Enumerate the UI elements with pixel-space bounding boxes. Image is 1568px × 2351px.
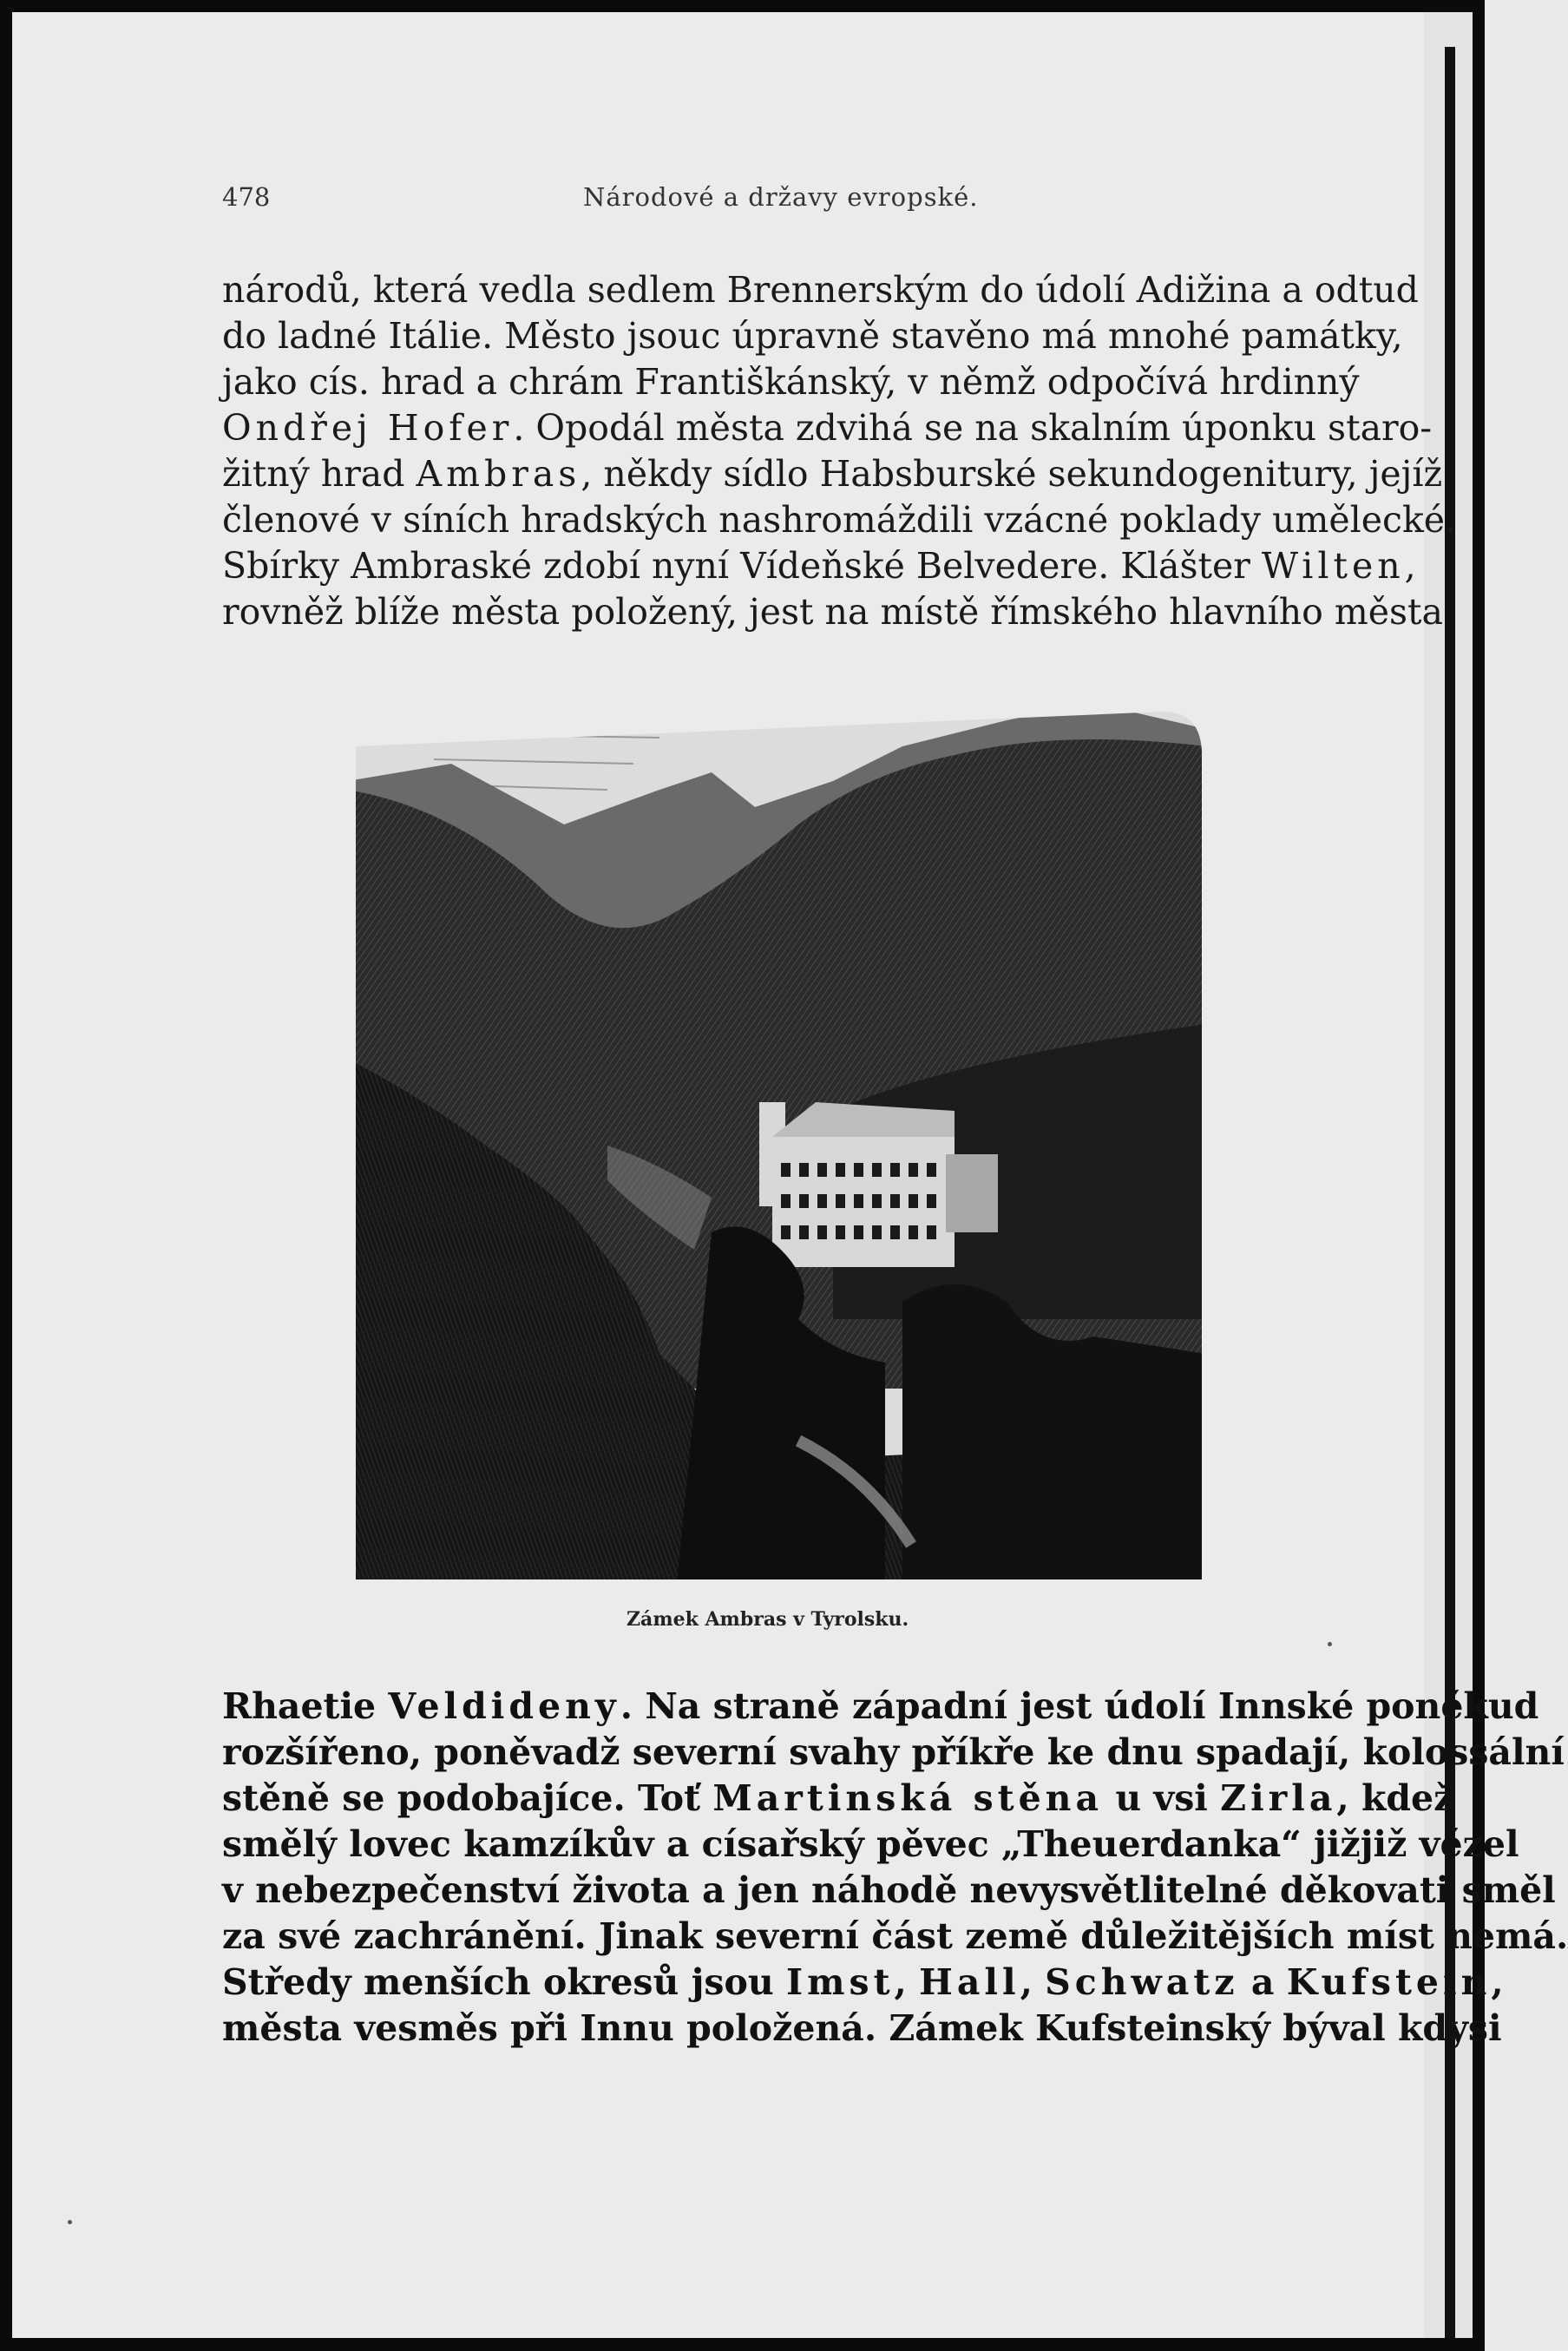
castle-window bbox=[909, 1163, 918, 1177]
text-run: města vesměs při Innu položená. Zámek Kufsteinský býval kdysi bbox=[222, 2007, 1502, 2049]
print-speck bbox=[1328, 1642, 1332, 1646]
text-run: , někdy sídlo Habsburské sekundogenitury, jejíž bbox=[581, 453, 1443, 495]
text-line bbox=[222, 267, 1419, 313]
castle-window bbox=[927, 1163, 936, 1177]
spaced-name: Ambras bbox=[416, 453, 581, 495]
print-speck bbox=[68, 2220, 72, 2224]
text-line bbox=[222, 1822, 1519, 1868]
text-line bbox=[222, 1776, 1454, 1822]
text-run: . Opodál města zdvihá se na skalním úponku staro- bbox=[513, 407, 1433, 449]
text-run: Středy menších okresů jsou bbox=[222, 1961, 786, 2003]
castle-window bbox=[817, 1194, 827, 1208]
text-run: , bbox=[1020, 1961, 1046, 2003]
text-line bbox=[222, 589, 1443, 635]
castle-window bbox=[836, 1225, 845, 1239]
castle-window bbox=[854, 1225, 863, 1239]
castle-window bbox=[836, 1194, 845, 1208]
spaced-name: Schwatz bbox=[1045, 1961, 1239, 2003]
text-run: , bbox=[1404, 545, 1416, 587]
text-line bbox=[222, 359, 1360, 405]
text-line bbox=[222, 1914, 1568, 1960]
page-number: 478 bbox=[222, 182, 271, 212]
text-run: , bbox=[894, 1961, 920, 2003]
spaced-name: Martinská stěna bbox=[712, 1777, 1104, 1819]
castle-window bbox=[836, 1163, 845, 1177]
spaced-name: Hall bbox=[919, 1961, 1020, 2003]
spaced-name: Kufstein bbox=[1286, 1961, 1492, 2003]
text-run: smělý lovec kamzíkův a císařský pěvec „Theuerdanka“ jižjiž vězel bbox=[222, 1823, 1519, 1865]
text-run: jako cís. hrad a chrám Františkánský, v němž odpočívá hrdinný bbox=[222, 361, 1360, 403]
text-run: Rhaetie bbox=[222, 1685, 389, 1727]
castle-window bbox=[781, 1225, 791, 1239]
spaced-name: Ondřej Hofer bbox=[222, 407, 514, 449]
text-run: národů, která vedla sedlem Brennerským do údolí Adižina a odtud bbox=[222, 269, 1419, 311]
castle-window bbox=[854, 1194, 863, 1208]
running-header bbox=[222, 182, 986, 217]
paragraph-bottom bbox=[222, 1684, 1568, 2052]
text-run: Sbírky Ambraské zdobí nyní Vídeňské Belvedere. Klášter bbox=[222, 545, 1262, 587]
castle-window bbox=[890, 1225, 900, 1239]
text-run: rozšířeno, poněvadž severní svahy příkře ke dnu spadají, kolossální bbox=[222, 1731, 1565, 1773]
castle-window bbox=[909, 1194, 918, 1208]
castle-window bbox=[781, 1194, 791, 1208]
text-run: rovněž blíže města položený, jest na místě římského hlavního města bbox=[222, 591, 1443, 633]
text-run: u vsi bbox=[1103, 1777, 1221, 1819]
spaced-name: Veldideny bbox=[388, 1685, 620, 1727]
castle-window bbox=[927, 1225, 936, 1239]
text-run: a bbox=[1238, 1961, 1287, 2003]
text-run: , kdež bbox=[1336, 1777, 1454, 1819]
text-line bbox=[222, 1730, 1565, 1776]
spaced-name: Imst bbox=[785, 1961, 895, 2003]
castle-window bbox=[799, 1225, 809, 1239]
text-line bbox=[222, 405, 1433, 451]
spaced-name: Zirla bbox=[1220, 1777, 1337, 1819]
castle-window bbox=[890, 1194, 900, 1208]
text-line bbox=[222, 497, 1457, 543]
castle-window bbox=[927, 1194, 936, 1208]
text-run: , bbox=[1491, 1961, 1504, 2003]
paragraph-top bbox=[222, 267, 1457, 635]
figure-caption: Zámek Ambras v Tyrolsku. bbox=[627, 1608, 909, 1631]
running-title: Národové a državy evropské. bbox=[583, 182, 979, 212]
castle-window bbox=[799, 1194, 809, 1208]
text-line bbox=[222, 1684, 1539, 1730]
castle-window bbox=[854, 1163, 863, 1177]
text-run: stěně se podobajíce. Toť bbox=[222, 1777, 713, 1819]
text-line bbox=[222, 313, 1403, 359]
text-run: za své zachránění. Jinak severní část země důležitějších míst nemá. bbox=[222, 1915, 1568, 1957]
castle-window bbox=[909, 1225, 918, 1239]
castle-window bbox=[817, 1163, 827, 1177]
text-line bbox=[222, 1960, 1504, 2006]
castle-window bbox=[781, 1163, 791, 1177]
text-run: . Na straně západní jest údolí Innské poněkud bbox=[620, 1685, 1539, 1727]
text-line bbox=[222, 543, 1416, 589]
castle-window bbox=[872, 1225, 882, 1239]
text-run: do ladné Itálie. Město jsouc úpravně stavěno má mnohé památky, bbox=[222, 315, 1403, 357]
text-run: v nebezpečenství života a jen náhodě nevysvětlitelné děkovati směl bbox=[222, 1869, 1556, 1911]
text-line bbox=[222, 451, 1443, 497]
castle-window bbox=[872, 1194, 882, 1208]
illustration-ambras-castle bbox=[347, 694, 1206, 1584]
castle-window bbox=[817, 1225, 827, 1239]
spaced-name: Wilten bbox=[1261, 545, 1405, 587]
text-line bbox=[222, 2006, 1502, 2052]
engraving bbox=[347, 694, 1206, 1584]
castle-window bbox=[872, 1163, 882, 1177]
text-line bbox=[222, 1868, 1556, 1914]
castle-window bbox=[890, 1163, 900, 1177]
castle-window bbox=[799, 1163, 809, 1177]
text-run: žitný hrad bbox=[222, 453, 417, 495]
text-run: členové v síních hradských nashromáždili vzácné poklady umělecké. bbox=[222, 499, 1457, 541]
